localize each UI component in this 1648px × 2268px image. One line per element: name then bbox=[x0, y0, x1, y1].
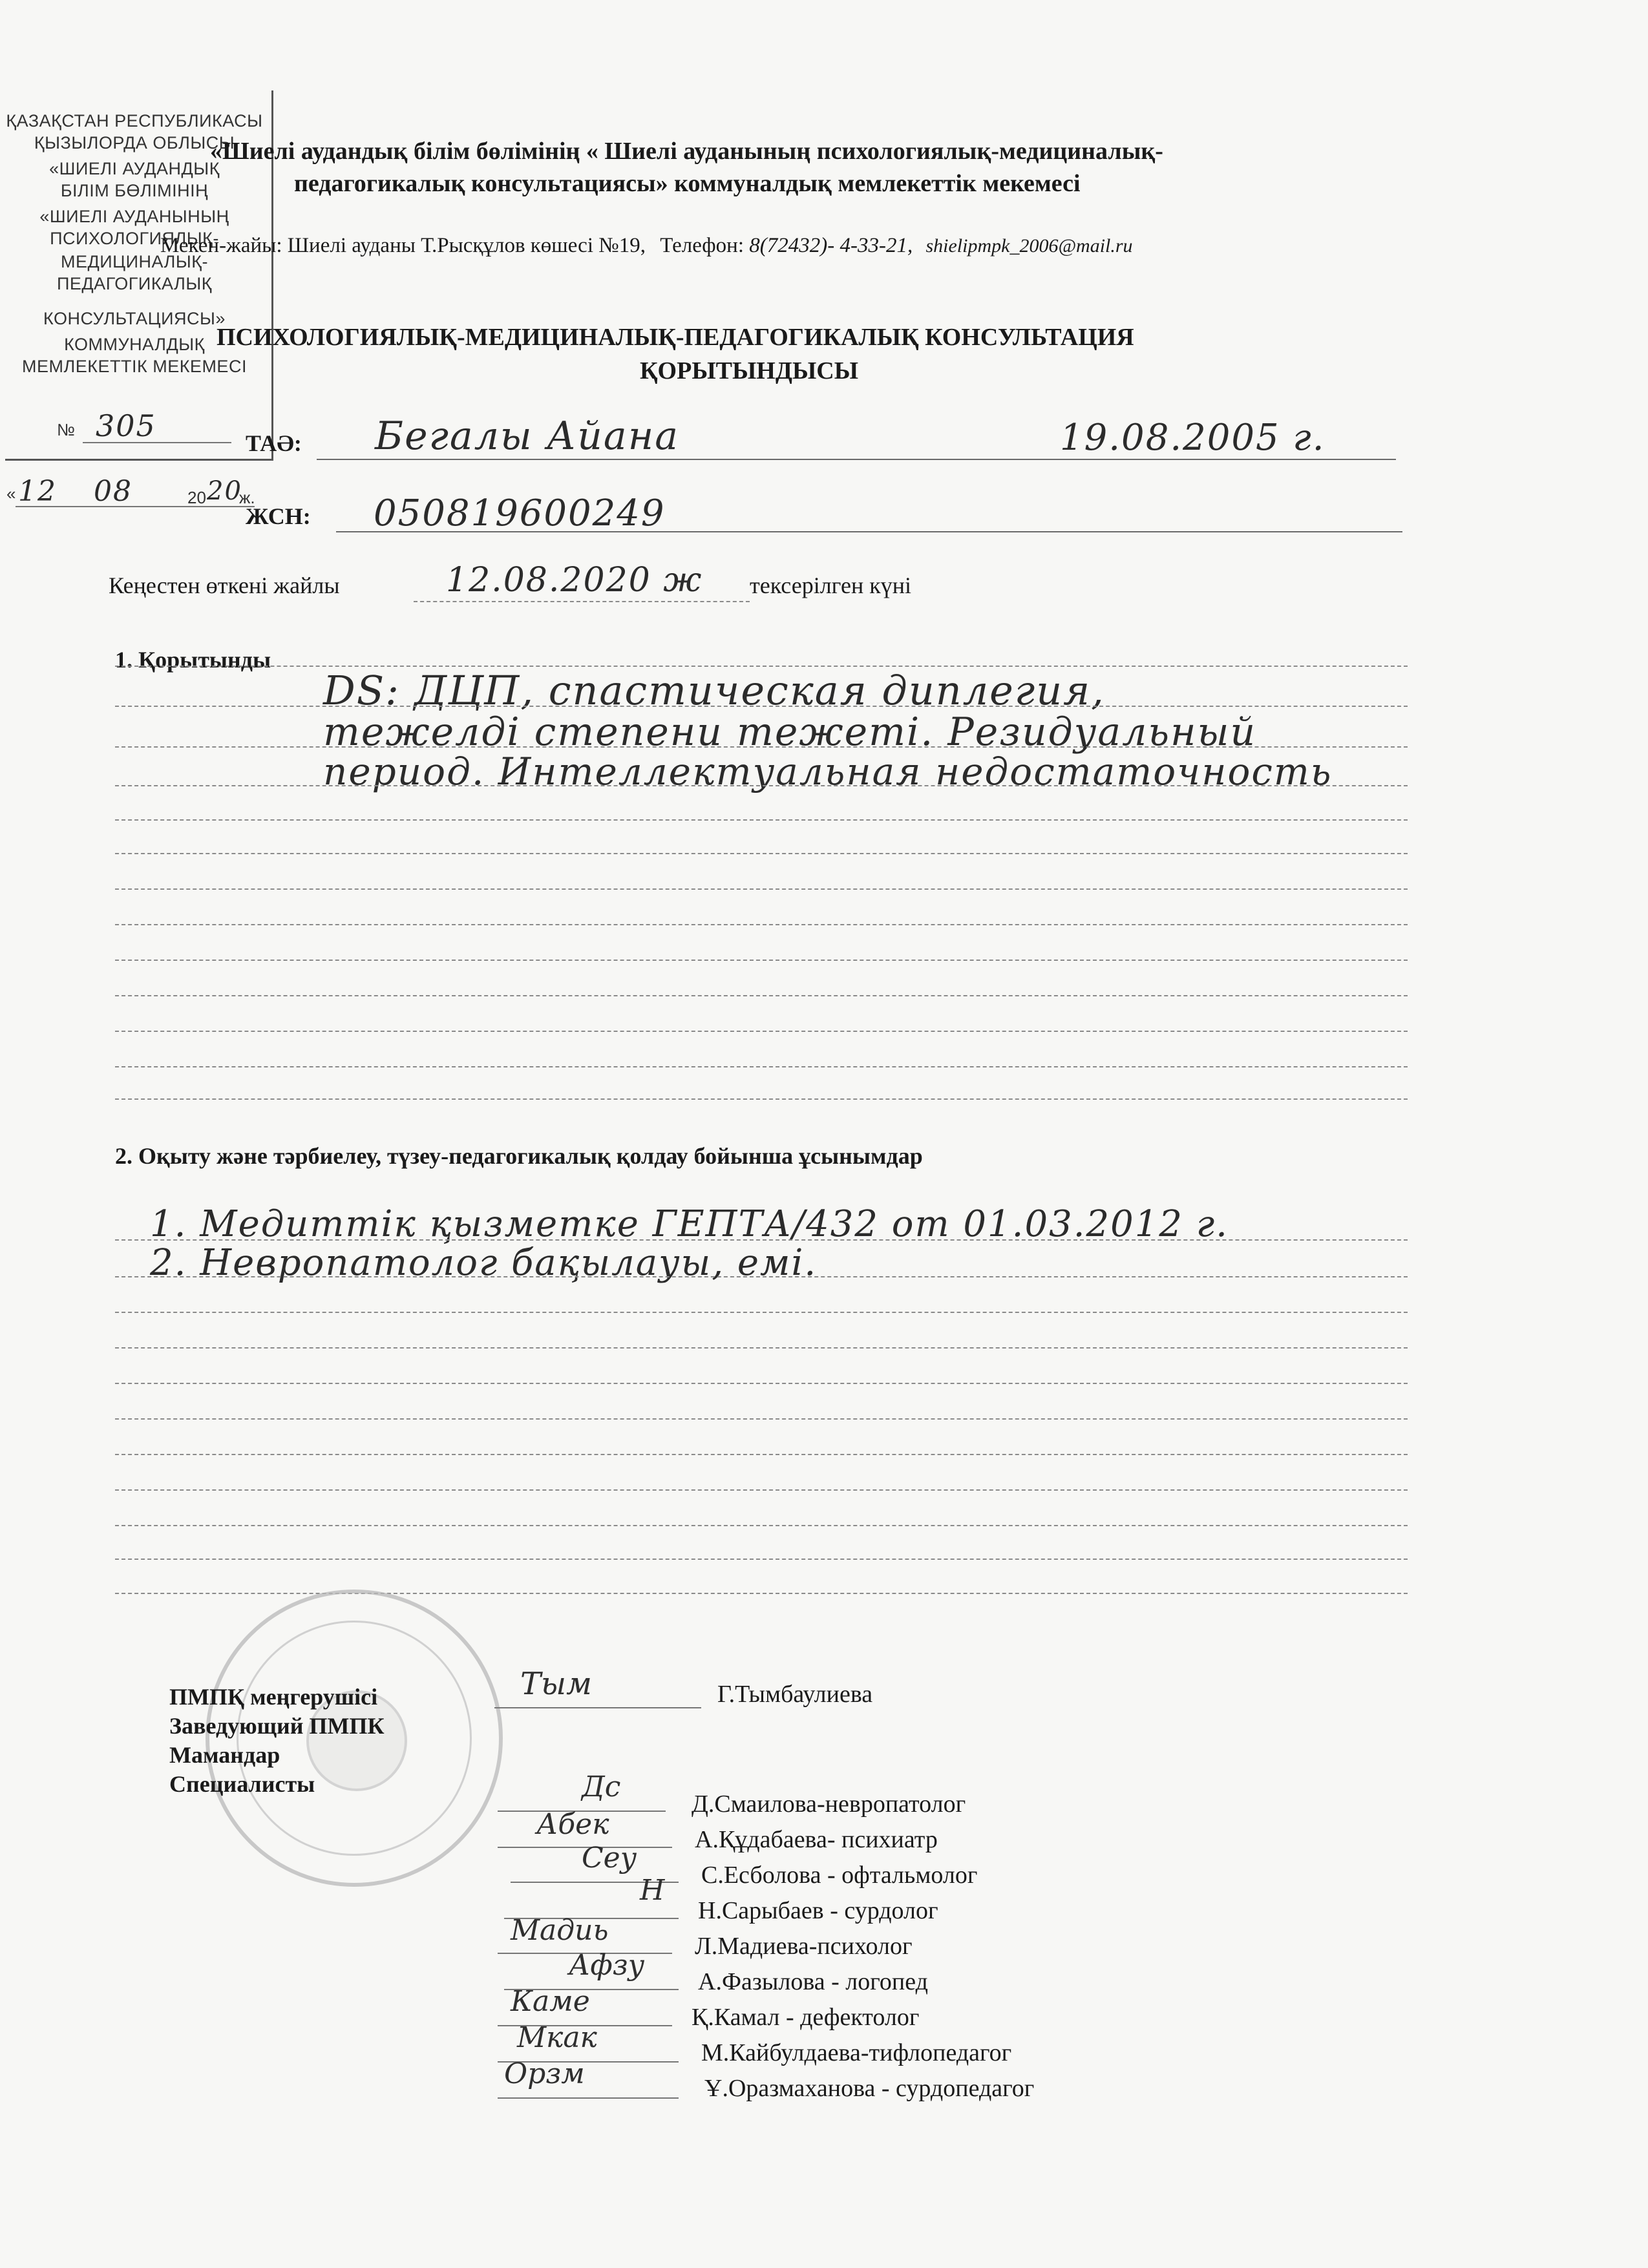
specialist-signature: Абек bbox=[536, 1808, 609, 1841]
name-value: Бегалы Айана bbox=[375, 414, 679, 459]
stamp-line: «ШИЕЛІ АУДАНДЫҚ bbox=[49, 159, 220, 178]
stamp-line: «ШИЕЛІ АУДАНЫНЫҢ bbox=[39, 207, 229, 226]
consult-label-after: тексерілген күні bbox=[750, 572, 911, 598]
stamp-line: КОММУНАЛДЫҚ bbox=[64, 335, 205, 354]
specialist-signature: Сеу bbox=[582, 1842, 637, 1874]
birth-date-value: 19.08.2005 г. bbox=[1060, 417, 1326, 459]
stamp-date-prefix: « bbox=[6, 484, 16, 503]
document-title-line-1: ПСИХОЛОГИЯЛЫҚ-МЕДИЦИНАЛЫҚ-ПЕДАГОГИКАЛЫҚ КОНСУЛЬТАЦИЯ bbox=[217, 324, 1134, 351]
stamp-line: ҚЫЗЫЛОРДА ОБЛЫСЫ bbox=[34, 133, 235, 152]
head-title-kz: ПМПҚ меңгерушісі bbox=[169, 1684, 378, 1710]
specialists-title-kz: Мамандар bbox=[169, 1742, 280, 1768]
stamp-line: МЕМЛЕКЕТТІК МЕКЕМЕСІ bbox=[22, 357, 247, 376]
address-label: Мекен-жайы: bbox=[160, 234, 282, 257]
consult-label: Кеңестен өткені жайлы bbox=[109, 572, 340, 598]
stamp-number-value: 305 bbox=[96, 408, 156, 443]
specialist-signature: Мкак bbox=[517, 2021, 597, 2054]
org-line-1: «Шиелі аудандық білім бөлімінің « Шиелі ауданының психологиялық-медициналық- bbox=[210, 138, 1163, 165]
section2-heading: 2. Оқыту және тәрбиелеу, түзеу-педагогикалық қолдау бойынша ұсынымдар bbox=[115, 1143, 923, 1169]
section1-heading: 1. Қорытынды bbox=[115, 647, 271, 673]
specialists-title-ru: Специалисты bbox=[169, 1771, 315, 1797]
consult-date-underline bbox=[414, 601, 750, 602]
specialist-signature: Орзм bbox=[504, 2057, 585, 2090]
specialist-signature: Н bbox=[640, 1874, 665, 1907]
iin-underline bbox=[336, 531, 1402, 532]
org-line-2: педагогикалық консультациясы» коммуналдық мемлекеттік мекемесі bbox=[294, 170, 1081, 197]
stamp-line: КОНСУЛЬТАЦИЯСЫ» bbox=[43, 309, 226, 328]
specialist-name: А.Фазылова - логопед bbox=[698, 1968, 928, 1995]
specialist-signature: Афзу bbox=[569, 1949, 645, 1982]
stamp-date-day: 12 bbox=[18, 475, 57, 508]
name-label: ТАӘ: bbox=[246, 430, 302, 456]
consult-date-value: 12.08.2020 ж bbox=[446, 561, 703, 600]
stamp-number-label: № bbox=[57, 420, 75, 439]
stamp-line: МЕДИЦИНАЛЫҚ- bbox=[60, 252, 208, 271]
stamp-line: ПСИХОЛОГИЯЛЫҚ- bbox=[50, 229, 219, 248]
stamp-date-month: 08 bbox=[94, 475, 132, 508]
stamp-date-suffix: ж. bbox=[239, 488, 255, 507]
head-name: Г.Тымбаулиева bbox=[717, 1681, 873, 1708]
specialist-name: Д.Смаилова-невропатолог bbox=[692, 1790, 966, 1818]
section1-line: период. Интеллектуальная недостаточность bbox=[323, 750, 1333, 793]
head-title-ru: Заведующий ПМПК bbox=[169, 1713, 385, 1739]
head-signature: Тым bbox=[520, 1666, 592, 1702]
address-value: Шиелі ауданы Т.Рысқұлов көшесі №19, bbox=[287, 234, 646, 257]
specialist-name: Н.Сарыбаев - сурдолог bbox=[698, 1897, 938, 1924]
phone-label: Телефон: bbox=[660, 234, 745, 257]
stamp-line: БІЛІМ БӨЛІМІНІҢ bbox=[60, 181, 209, 200]
specialist-signature: Каме bbox=[511, 1985, 590, 2018]
specialist-name: С.Есболова - офтальмолог bbox=[701, 1862, 978, 1889]
section1-line: тежелді степени тежеті. Резидуальный bbox=[323, 709, 1257, 755]
section2-line: 1. Медиттік қызметке ГЕПТА/432 от 01.03.2012 г. bbox=[150, 1203, 1229, 1245]
specialist-name: А.Құдабаева- психиатр bbox=[695, 1826, 938, 1853]
stamp-date-year-prefix: 20 bbox=[187, 488, 206, 507]
iin-label: ЖСН: bbox=[246, 503, 311, 529]
specialist-signature: Мадиь bbox=[511, 1914, 609, 1947]
email-address: shielipmpk_2006@mail.ru bbox=[925, 235, 1133, 257]
stamp-date bbox=[6, 475, 265, 514]
section2-line: 2. Невропатолог бақылауы, емі. bbox=[150, 1242, 818, 1284]
stamp-number bbox=[57, 408, 251, 452]
stamp-date-year: 20 bbox=[207, 476, 242, 506]
section1-line: DS: ДЦП, спастическая диплегия, bbox=[323, 667, 1105, 714]
specialist-name: Қ.Камал - дефектолог bbox=[692, 2004, 920, 2031]
iin-value: 050819600249 bbox=[374, 492, 666, 534]
specialist-signature: Дс bbox=[582, 1770, 621, 1803]
document-title-line-2: ҚОРЫТЫНДЫСЫ bbox=[640, 357, 859, 384]
phone-value: 8(72432)- 4-33-21, bbox=[749, 234, 913, 257]
stamp-line: ҚАЗАҚСТАН РЕСПУБЛИКАСЫ bbox=[6, 111, 263, 131]
stamp-line: ПЕДАГОГИКАЛЫҚ bbox=[56, 274, 213, 293]
address-row bbox=[160, 234, 1133, 258]
specialist-name: Ұ.Оразмаханова - сурдопедагог bbox=[704, 2075, 1035, 2102]
name-underline bbox=[317, 459, 1396, 460]
specialist-name: М.Кайбулдаева-тифлопедагог bbox=[701, 2039, 1012, 2066]
specialist-name: Л.Мадиева-психолог bbox=[695, 1933, 913, 1960]
